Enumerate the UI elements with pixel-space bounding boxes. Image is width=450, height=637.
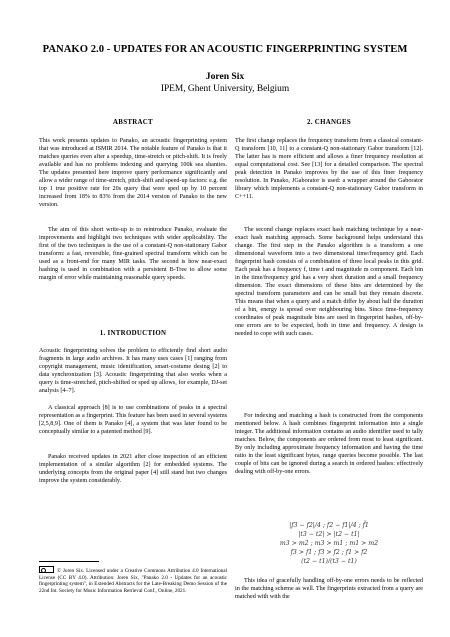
hash-component-5: (t2 − t1)/(t3 − t1) <box>301 558 357 565</box>
hash-component-3: m3 > m2 ; m3 > m1 ; m1 > m2 <box>279 540 379 547</box>
hash-component-1: |f3 − f2|/4 ; f2 − f1|/4 ; f̃1 <box>289 522 369 529</box>
license-text: © Joren Six. Licensed under a Creative Commons Attribution 4.0 International License (CC BY 4.0). Attribution: Joren Six, "Panako 2.0 - Updates for an acoustic fingerprinting system", in Extended Abstracts for the Late-Breaking Demo Session of the 22nd Int. Society for Music Information Retrieval Conf., Online, 2021. <box>39 568 227 594</box>
hash-component-2: |t3 − t2| > |t2 − t1| <box>298 531 360 538</box>
creative-commons-icon <box>39 566 54 573</box>
abstract-paragraph-1: This work presents updates to Panako, an acoustic fingerprinting system that was introduced at ISMIR 2014. The notable feature of Panako is that it matches queries even after a speedup, time-stretch or pitch-shift. It is freely available and has no problems indexing and querying 100k sea shanties. The updates presented here improve query performance significantly and allow a wider range of time-stretch, pitch-shift and speed-up factors: e.g. the top 1 true positive rate for 20s query that were sped up by 10 percent increased from 18% to 83% from the 2014 version of Panako to the new version. <box>39 138 227 208</box>
changes-paragraph-2: The second change replaces exact hash matching technique by a near-exact hash matching approach. Some background helps understand this change. The first step in the Panako algorithm is a transform a one dimensional waveform into a two dimensional time/frequency grid. Each fingerprint hash consists of a combination of three local peaks in this grid. Each peak has a frequency f, time t and magnitude m component. Each bin in the time/frequency grid has a very short duration and a small frequency dimension. The exact dimensions of these bins are determined by the spectral transform parameters and can be small but they remain discrete. This means that when a query and a match differ by about half the duration of a bin, energy is spread over neighbouring bins. Since time-frequency coordinates of peak magnitude bins are used in fingerprint hashes, off-by-one errors are to be expected, both in time and frequency. A design is needed to cope with such cases. <box>235 227 423 337</box>
changes-paragraph-3: For indexing and matching a hash is constructed from the components mentioned below. A hash combines fingerprint information into a single integer. The additional information contains an audio identifier used to tally matches. Below, the components are ordered from most to least significant. By only including approximate frequency information and having the time ratio in the least significant bytes, range queries become possible. The last couple of bits can be ignored during a search in ordered hashes: effectively dealing with off-by-one errors. <box>235 413 423 475</box>
abstract-heading: ABSTRACT <box>113 119 153 126</box>
author-name: Joren Six <box>205 71 245 82</box>
changes-paragraph-4: This idea of gracefully handling off-by-one errors needs to be reflected in the matching scheme as well. The fingerprints extracted from a query are matched with with the <box>235 578 423 600</box>
introduction-paragraph-2: A classical approach [8] is to use combinations of peaks in a spectral representation as a fingerprint. This feature has been used in several systems [2,5,8,9]. One of them is Panako [4], a system that was later found to be conceptually similar to a patented method [9]. <box>39 405 227 435</box>
author-affiliation: IPEM, Ghent University, Belgium <box>160 84 290 94</box>
introduction-paragraph-1: Acoustic fingerprinting solves the problem to efficiently find short audio fragments in large audio archives. It has many uses cases [1] ranging from copyright management, music identification, smart-costume desing [2] to data synchronization [3]. Acoustic fingerprinting that also works when a query is time-stretched, pitch-shifted or sped up allows, for example, DJ-set analysis [4–7]. <box>39 348 227 394</box>
paper-title: PANAKO 2.0 - UPDATES FOR AN ACOUSTIC FINGERPRINTING SYSTEM <box>42 44 408 55</box>
changes-heading: 2. CHANGES <box>307 119 351 126</box>
hash-component-4: f3 > f1 ; f3 > f2 ; f1 > f2 <box>290 549 368 556</box>
introduction-paragraph-3: Panako received updates in 2021 after close inspection of an efficient implementation of a similar algorithm [2] for embedded systems. The underlying concepts from the original paper [4] still stand but two changes improve the system considerably. <box>39 454 227 484</box>
abstract-paragraph-2: The aim of this short write-up is to reintroduce Panako, evaluate the improvements and highlight two techniques with wider applicability. The first of the two techniques is the use of a constant-Q non-stationary Gabor transform: a fast, reversible, fine-grained spectral transform which can be used as a front-end for many MIR tasks. The second is how near-exact hashing is used in combination with a persistent B-Tree to allow some margin of error while maintaining reasonable query speeds. <box>39 227 227 281</box>
changes-paragraph-1: The first change replaces the frequency transform from a classical constant-Q transform [10, 11] to a constant-Q non-stationary Gabor transform [12]. The latter has is more efficient and allows a finer frequency resolution at equal computational cost. See [13] for a detailed comparison. The spectral peak detection in Panako improves by the use of this finer frequency resolution. In Panako, JGaborator is used: a wrapper around the Gaborator library which implements a constant-Q non-stationary Gabor transform in C++11. <box>235 138 423 200</box>
license-footnote <box>39 566 227 594</box>
introduction-heading: 1. INTRODUCTION <box>99 330 167 337</box>
footnote-divider <box>39 561 99 562</box>
